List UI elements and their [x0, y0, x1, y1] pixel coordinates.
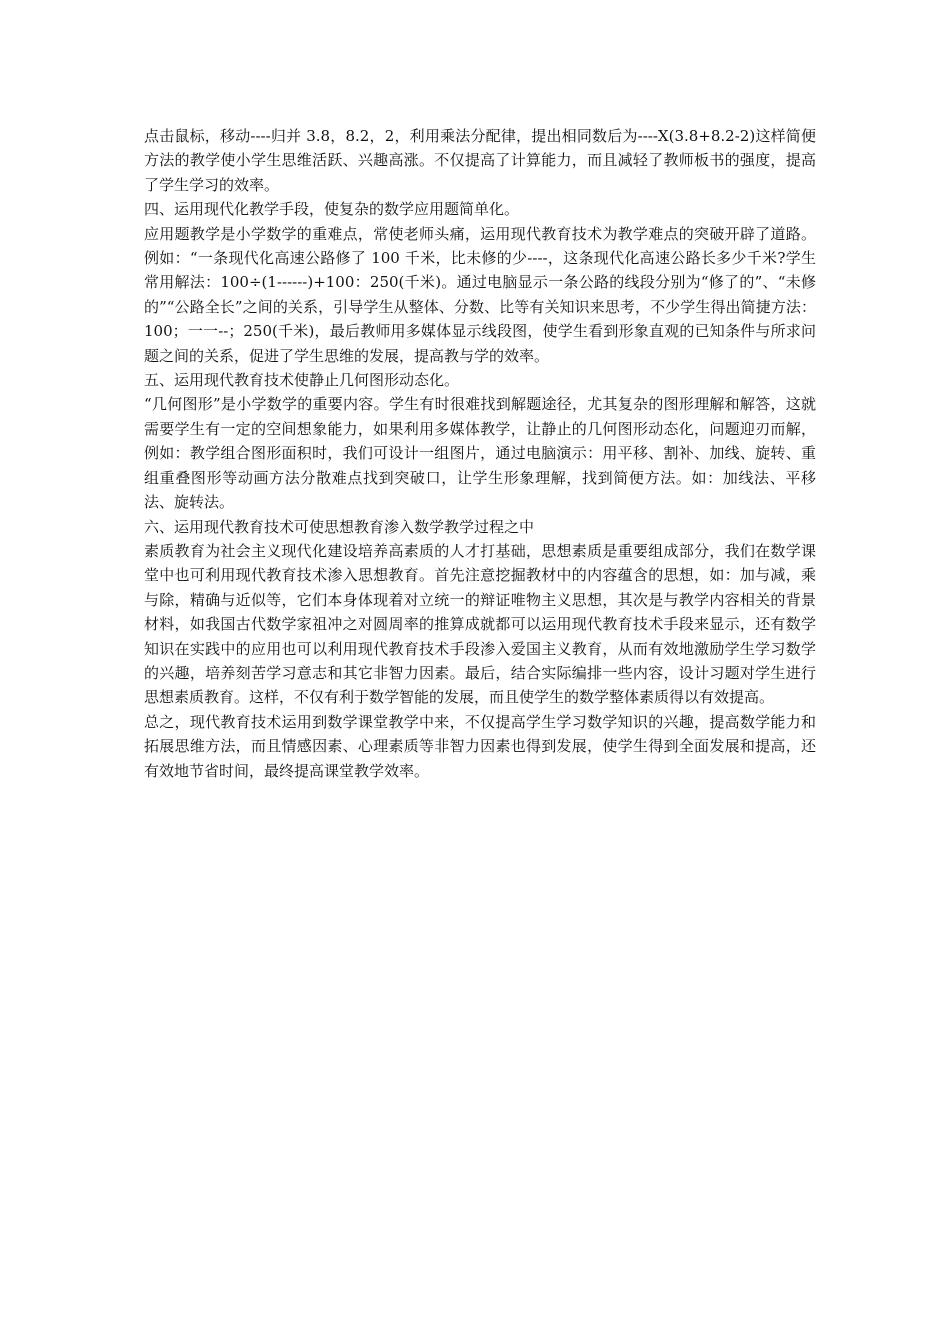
paragraph-word-problems: 应用题教学是小学数学的重难点，常使老师头痛，运用现代教育技术为教学难点的突破开辟了道路。例如：“一条现代化高速公路修了 100 千米，比未修的少----，这条现代化高速公路长多少千米?学生常用解法：100÷(1------)+100：250(千米)。通过电脑显示一条公路的线段分别为“修了的”、“未修的”“公路全长”之间的关系，引导学生从整体、分数、比等有关知识来思考，不少学生得出简捷方法：100；一一--；250(千米)，最后教师用多媒体显示线段图，使学生看到形象直观的已知条件与所求问题之间的关系，促进了学生思维的发展，提高教与学的效率。	[144, 224, 816, 365]
paragraph-calculation-example: 点击鼠标，移动----归并 3.8，8.2，2，利用乘法分配律，提出相同数后为----X(3.8+8.2-2)这样简便方法的教学使小学生思维活跃、兴趣高涨。不仅提高了计算能力，而且减轻了教师板书的强度，提高了学生学习的效率。	[144, 127, 816, 194]
section-heading-5: 五、运用现代教育技术使静止几何图形动态化。	[144, 371, 460, 390]
paragraph-conclusion: 总之，现代教育技术运用到数学课堂教学中来，不仅提高学生学习数学知识的兴趣，提高数学能力和拓展思维方法，而且情感因素、心理素质等非智力因素也得到发展，使学生得到全面发展和提高，还有效地节省时间，最终提高课堂教学效率。	[144, 712, 816, 780]
section-heading-6: 六、运用现代教育技术可使思想教育渗入数学教学过程之中	[144, 517, 535, 536]
paragraph-geometry: “几何图形”是小学数学的重要内容。学生有时很难找到解题途径，尤其复杂的图形理解和解答，这就需要学生有一定的空间想象能力，如果利用多媒体教学，让静止的几何图形动态化，问题迎刃而解，例如：教学组合图形面积时，我们可设计一组图片，通过电脑演示：用平移、割补、加线、旋转、重组重叠图形等动画方法分散难点找到突破口，让学生形象理解，找到简便方法。如：加线法、平移法、旋转法。	[144, 395, 816, 512]
section-heading-4: 四、运用现代化教学手段，使复杂的数学应用题简单化。	[144, 200, 520, 219]
document-body	[144, 124, 816, 783]
paragraph-ideological-education: 素质教育为社会主义现代化建设培养高素质的人才打基础，思想素质是重要组成部分，我们在数学课堂中也可利用现代教育技术渗入思想教育。首先注意挖掘教材中的内容蕴含的思想，如：加与减，乘与除，精确与近似等，它们本身体现着对立统一的辩证唯物主义思想，其次是与教学内容相关的背景材料，如我国古代数学家祖冲之对圆周率的推算成就都可以运用现代教育技术手段来显示，还有数学知识在实践中的应用也可以利用现代教育技术手段渗入爱国主义教育，从而有效地激励学生学习数学的兴趣，培养刻苦学习意志和其它非智力因素。最后，结合实际编排一些内容，设计习题对学生进行思想素质教育。这样，不仅有利于数学智能的发展，而且使学生的数学整体素质得以有效提高。	[144, 541, 816, 707]
